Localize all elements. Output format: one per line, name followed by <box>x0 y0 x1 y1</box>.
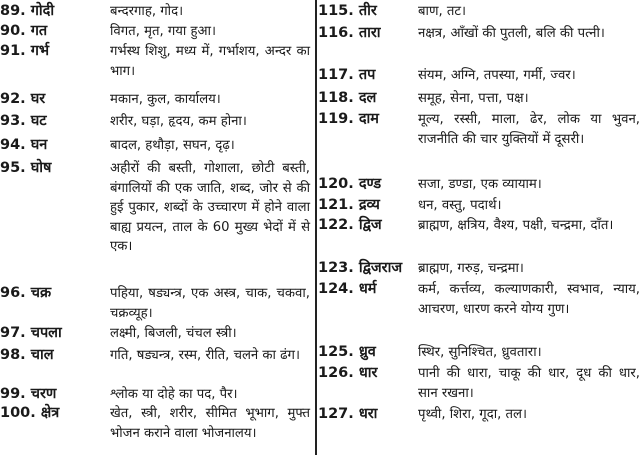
term-96: 96. चक्र <box>0 285 52 301</box>
meaning-98: गति, षड्यन्त्र, रस्म, रीति, चलने का ढंग। <box>110 348 300 363</box>
meaning-91: गर्भस्थ शिशु, मध्य में, गर्भाशय, अन्दर का भाग। <box>110 44 310 79</box>
term-95: 95. घोष <box>0 160 52 176</box>
meaning-121: धन, वस्तु, पदार्थ। <box>418 198 502 213</box>
term-97: 97. चपला <box>0 325 62 341</box>
term-116: 116. तारा <box>318 25 381 41</box>
term-93: 93. घट <box>0 113 47 129</box>
meaning-116: नक्षत्र, आँखों की पुतली, बलि की पत्नी। <box>418 26 605 41</box>
term-120: 120. दण्ड <box>318 176 382 192</box>
meaning-122: ब्राह्मण, क्षत्रिय, वैश्य, पक्षी, चन्द्रमा, दाँत। <box>418 218 614 233</box>
meaning-93: शरीर, घड़ा, हृदय, कम होना। <box>110 114 247 129</box>
term-124: 124. धर्म <box>318 281 377 297</box>
meaning-124: कर्म, कर्त्तव्य, कल्याणकारी, स्वभाव, न्याय, आचरण, धारण करने योग्य गुण। <box>418 282 640 317</box>
meaning-90: विगत, मृत, गया हुआ। <box>110 24 217 39</box>
term-89: 89. गोदी <box>0 3 55 19</box>
meaning-95: अहीरों की बस्ती, गोशाला, छोटी बस्ती, बंगालियों की एक जाति, शब्द, जोर से की हुई पुकार, शब्दों के उच्चारण में होने वाला बाह्य प्रयत्न, ताल के 60 मुख्य भेदों में से एक। <box>110 161 310 255</box>
meaning-127: पृथ्वी, शिरा, गूदा, तल। <box>418 407 527 422</box>
term-115: 115. तीर <box>318 3 377 19</box>
meaning-125: स्थिर, सुनिश्चित, ध्रुवतारा। <box>418 345 542 360</box>
term-127: 127. धरा <box>318 406 378 422</box>
term-92: 92. घर <box>0 91 46 107</box>
meaning-126: पानी की धारा, चाकू की धार, दूध की धार, सान रखना। <box>418 366 640 401</box>
term-100: 100. क्षेत्र <box>0 405 60 421</box>
column-divider <box>315 0 317 455</box>
term-125: 125. ध्रुव <box>318 344 376 360</box>
meaning-92: मकान, कुल, कार्यालय। <box>110 92 221 107</box>
meaning-94: बादल, हथौड़ा, सघन, दृढ़। <box>110 138 235 153</box>
term-90: 90. गत <box>0 23 48 39</box>
meaning-115: बाण, तट। <box>418 4 467 19</box>
term-99: 99. चरण <box>0 386 57 402</box>
meaning-89: बन्दरगाह, गोद। <box>110 4 184 19</box>
meaning-117: संयम, अग्नि, तपस्या, गर्मी, ज्वर। <box>418 68 576 83</box>
meaning-96: पहिया, षड्यन्त्र, एक अस्त्र, चाक, चकवा, चक्रव्यूह। <box>110 286 310 321</box>
term-119: 119. दाम <box>318 111 379 127</box>
term-123: 123. द्विजराज <box>318 260 403 276</box>
term-94: 94. घन <box>0 137 48 153</box>
term-118: 118. दल <box>318 90 377 106</box>
meaning-119: मूल्य, रस्सी, माला, ढेर, लोक या भुवन, राजनीति की चार युक्तियों में दूसरी। <box>418 112 640 147</box>
meaning-123: ब्राह्मण, गरुड़, चन्द्रमा। <box>418 261 524 276</box>
meaning-99: श्लोक या दोहे का पद, पैर। <box>110 387 238 402</box>
term-117: 117. तप <box>318 67 376 83</box>
term-126: 126. धार <box>318 365 378 381</box>
term-121: 121. द्रव्य <box>318 197 380 213</box>
meaning-100: खेत, स्त्री, शरीर, सीमित भूभाग, मुफ्त भोजन कराने वाला भोजनालय। <box>110 406 310 441</box>
term-122: 122. द्विज <box>318 217 382 233</box>
meaning-120: सजा, डण्डा, एक व्यायाम। <box>418 177 542 192</box>
term-91: 91. गर्भ <box>0 43 50 59</box>
term-98: 98. चाल <box>0 347 54 363</box>
meaning-97: लक्ष्मी, बिजली, चंचल स्त्री। <box>110 326 237 341</box>
meaning-118: समूह, सेना, पत्ता, पक्ष। <box>418 91 529 106</box>
